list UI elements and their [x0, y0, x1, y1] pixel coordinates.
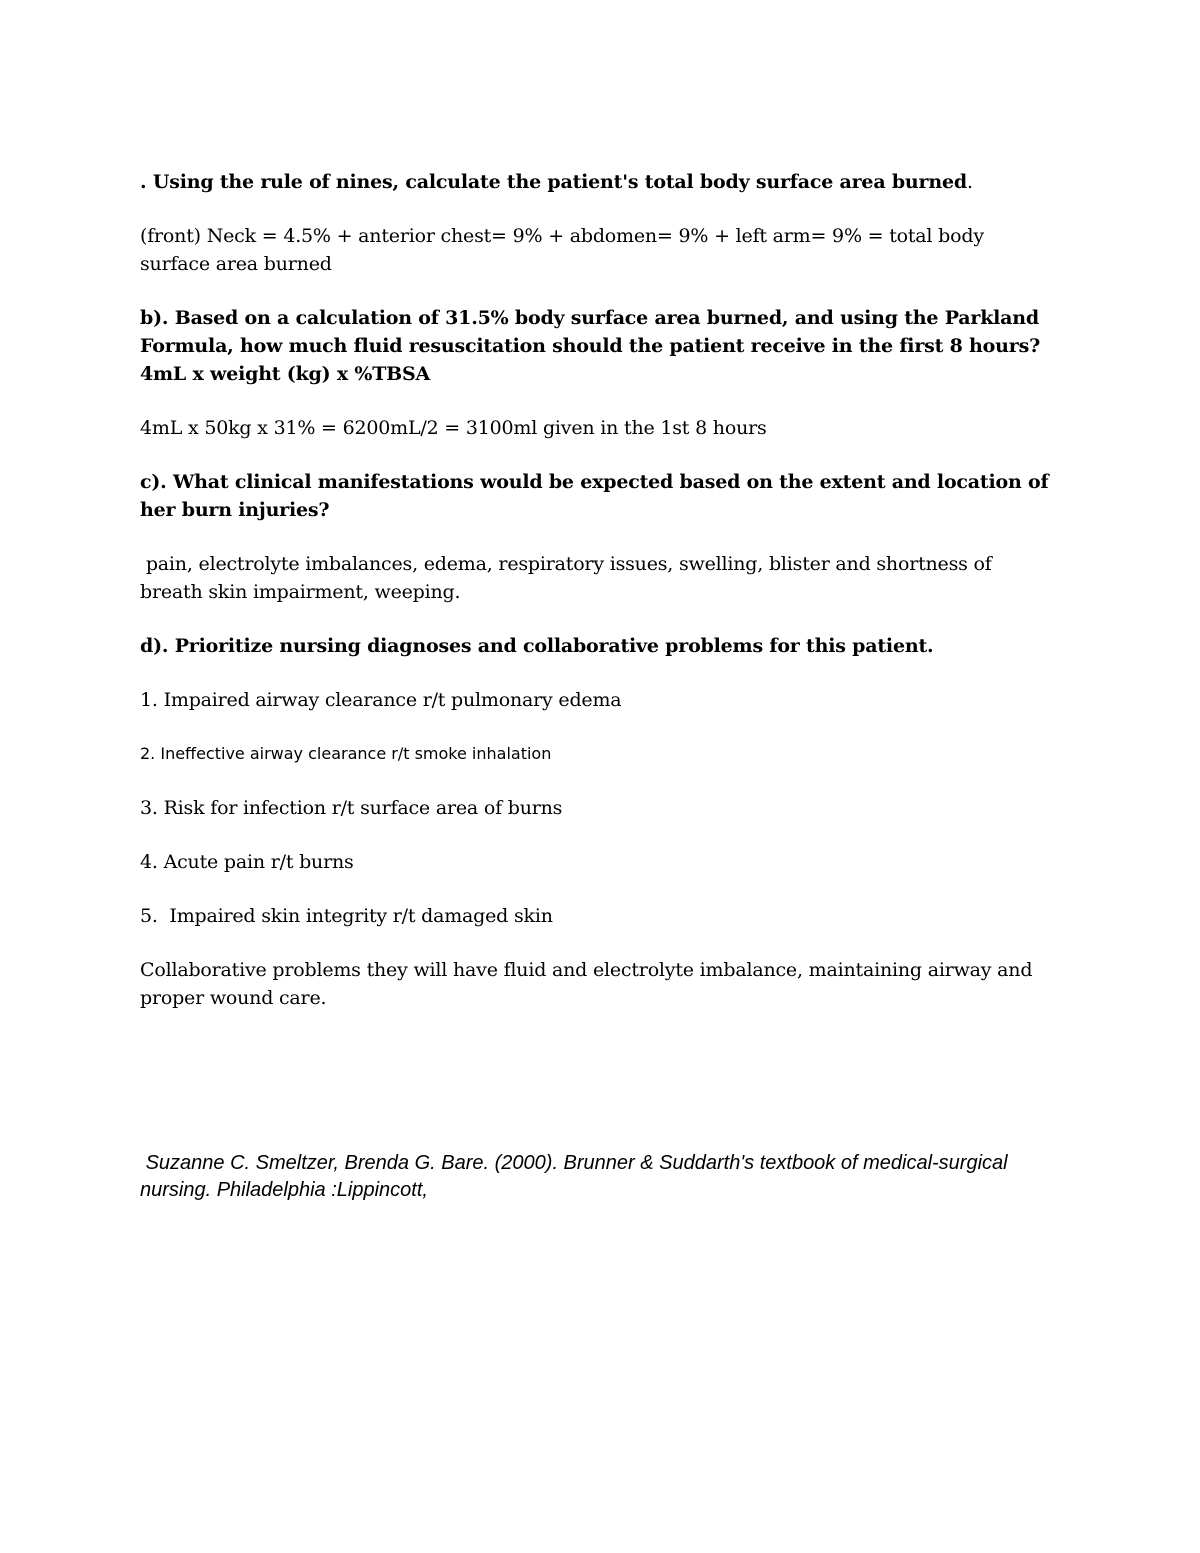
diagnosis-item-4: 4. Acute pain r/t burns — [140, 851, 354, 873]
question-c: c). What clinical manifestations would be expected based on the extent and location of her burn injuries? — [140, 471, 1049, 521]
citation: Suzanne C. Smeltzer, Brenda G. Bare. (2000). Brunner & Suddarth's textbook of medical-surgical nursing. Philadelphia :Lippincott, — [140, 1152, 1014, 1201]
question-a-text: . Using the rule of nines, calculate the patient's total body surface area burned — [140, 171, 967, 193]
answer-b: 4mL x 50kg x 31% = 6200mL/2 = 3100ml given in the 1st 8 hours — [140, 417, 767, 439]
answer-c: pain, electrolyte imbalances, edema, respiratory issues, swelling, blister and shortness of breath skin impairment, weeping. — [140, 553, 998, 603]
question-a-period: . — [966, 171, 973, 193]
collaborative-problems: Collaborative problems they will have fluid and electrolyte imbalance, maintaining airway and proper wound care. — [140, 959, 1033, 1009]
question-a — [140, 168, 1055, 196]
diagnosis-item-2: 2. Ineffective airway clearance r/t smoke inhalation — [140, 744, 552, 763]
question-d: d). Prioritize nursing diagnoses and collaborative problems for this patient. — [140, 635, 934, 657]
answer-a: (front) Neck = 4.5% + anterior chest= 9% + abdomen= 9% + left arm= 9% = total body surface area burned — [140, 225, 984, 275]
question-b: b). Based on a calculation of 31.5% body surface area burned, and using the Parkland Formula, how much fluid resuscitation should the patient receive in the first 8 hours? 4mL x weight (kg) x %TBSA — [140, 307, 1040, 385]
diagnosis-item-5: 5. Impaired skin integrity r/t damaged skin — [140, 905, 553, 927]
spacer — [140, 1038, 1055, 1150]
diagnosis-item-3: 3. Risk for infection r/t surface area of burns — [140, 797, 563, 819]
diagnosis-item-1: 1. Impaired airway clearance r/t pulmonary edema — [140, 689, 622, 711]
document-body — [140, 168, 1055, 1204]
